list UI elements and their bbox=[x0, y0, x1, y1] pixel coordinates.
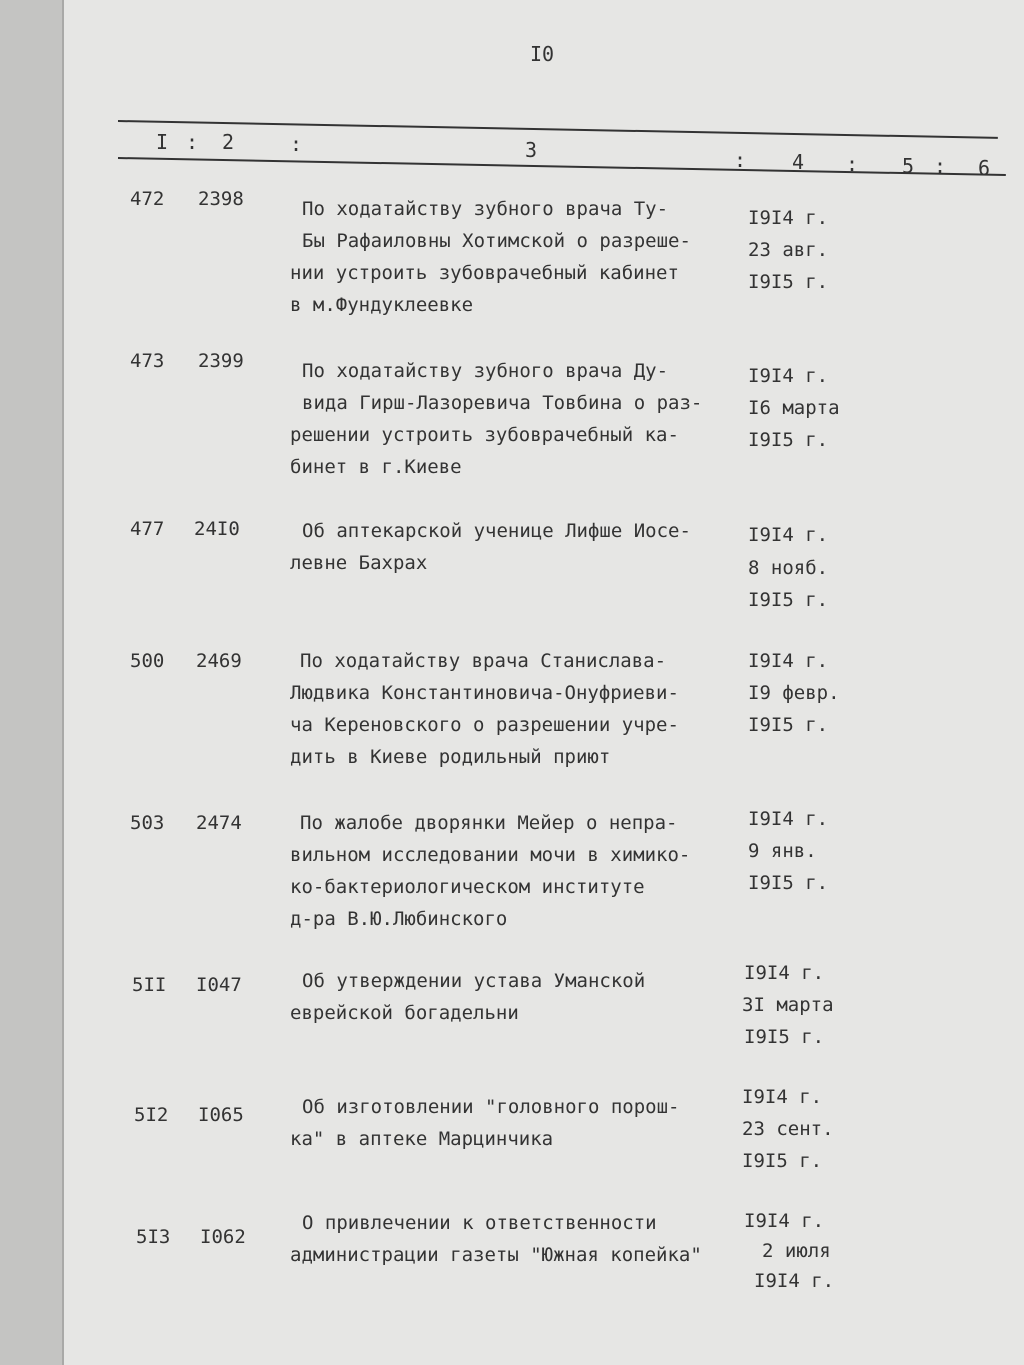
description-line: вильном исследовании мочи в химико- bbox=[290, 844, 691, 866]
row-number: 5I2 bbox=[134, 1104, 169, 1126]
date-day: I9 февр. bbox=[748, 682, 840, 704]
date-end-year: I9I5 г. bbox=[744, 1026, 825, 1048]
date-start-year: I9I4 г. bbox=[744, 962, 825, 984]
date-end-year: I9I5 г. bbox=[748, 589, 829, 611]
row-number: 472 bbox=[130, 188, 165, 210]
description-line: Об утверждении устава Уманской bbox=[302, 970, 646, 992]
date-start-year: I9I4 г. bbox=[748, 207, 829, 229]
case-number: 2469 bbox=[196, 650, 242, 672]
column-separator: : bbox=[290, 132, 303, 156]
case-number: 2398 bbox=[198, 188, 244, 210]
row-number: 5I3 bbox=[136, 1226, 171, 1248]
date-day: 23 авг. bbox=[748, 239, 829, 261]
case-number: 24I0 bbox=[194, 518, 240, 540]
date-start-year: I9I4 г. bbox=[748, 365, 829, 387]
column-separator: : bbox=[734, 148, 747, 172]
description-line: Бы Рафаиловны Хотимской о разреше- bbox=[302, 230, 691, 252]
row-number: 477 bbox=[130, 518, 165, 540]
description-line: По жалобе дворянки Мейер о непра- bbox=[300, 812, 678, 834]
column-header-4: 4 bbox=[792, 150, 805, 174]
description-line: Об изготовлении "головного порош- bbox=[302, 1096, 680, 1118]
date-day: 2 июля bbox=[762, 1240, 831, 1262]
date-day: 8 нояб. bbox=[748, 557, 829, 579]
description-line: в м.Фундуклеевке bbox=[290, 294, 474, 316]
column-separator: : bbox=[186, 130, 199, 154]
description-line: бинет в г.Киеве bbox=[290, 456, 462, 478]
date-day: I6 марта bbox=[748, 397, 840, 419]
previous-page-edge bbox=[0, 0, 64, 1365]
column-header-5: 5 bbox=[902, 154, 915, 178]
description-line: По ходатайству зубного врача Ту- bbox=[302, 198, 669, 220]
description-line: Людвика Константиновича-Онуфриеви- bbox=[290, 682, 679, 704]
column-separator: : bbox=[934, 154, 947, 178]
description-line: еврейской богадельни bbox=[290, 1002, 519, 1024]
description-line: ко-бактериологическом институте bbox=[290, 876, 645, 898]
description-line: О привлечении к ответственности bbox=[302, 1212, 657, 1234]
date-end-year: I9I5 г. bbox=[748, 872, 829, 894]
date-end-year: I9I5 г. bbox=[748, 429, 829, 451]
case-number: 2474 bbox=[196, 812, 242, 834]
description-line: По ходатайству врача Станислава- bbox=[300, 650, 667, 672]
column-header-3: 3 bbox=[525, 138, 538, 162]
row-number: 503 bbox=[130, 812, 165, 834]
column-separator: : bbox=[846, 152, 859, 176]
row-number: 500 bbox=[130, 650, 165, 672]
case-number: 2399 bbox=[198, 350, 244, 372]
description-line: ча Кереновского о разрешении учре- bbox=[290, 714, 679, 736]
date-day: 23 сент. bbox=[742, 1118, 834, 1140]
description-line: нии устроить зубоврачебный кабинет bbox=[290, 262, 679, 284]
description-line: ка" в аптеке Марцинчика bbox=[290, 1128, 554, 1150]
description-line: д-ра В.Ю.Любинского bbox=[290, 908, 508, 930]
row-number: 5II bbox=[132, 974, 167, 996]
column-header-2: 2 bbox=[222, 130, 235, 154]
description-line: дить в Киеве родильный приют bbox=[290, 746, 611, 768]
case-number: I047 bbox=[196, 974, 242, 996]
page-number: I0 bbox=[530, 42, 555, 66]
date-day: 9 янв. bbox=[748, 840, 817, 862]
description-line: администрации газеты "Южная копейка" bbox=[290, 1244, 702, 1266]
date-start-year: I9I4 г. bbox=[748, 524, 829, 546]
case-number: I065 bbox=[198, 1104, 244, 1126]
date-start-year: I9I4 г. bbox=[744, 1210, 825, 1232]
date-end-year: I9I5 г. bbox=[748, 714, 829, 736]
column-header-6: 6 bbox=[978, 156, 991, 180]
date-end-year: I9I4 г. bbox=[754, 1270, 835, 1292]
row-number: 473 bbox=[130, 350, 165, 372]
date-end-year: I9I5 г. bbox=[748, 271, 829, 293]
date-day: 3I марта bbox=[742, 994, 834, 1016]
case-number: I062 bbox=[200, 1226, 246, 1248]
description-line: По ходатайству зубного врача Ду- bbox=[302, 360, 669, 382]
description-line: Об аптекарской ученице Лифше Иосе- bbox=[302, 520, 691, 542]
date-start-year: I9I4 г. bbox=[742, 1086, 823, 1108]
date-end-year: I9I5 г. bbox=[742, 1150, 823, 1172]
column-header-1: I bbox=[156, 130, 169, 154]
date-start-year: I9I4 г. bbox=[748, 808, 829, 830]
description-line: вида Гирш-Лазоревича Товбина о раз- bbox=[302, 392, 703, 414]
description-line: левне Бахрах bbox=[290, 552, 428, 574]
date-start-year: I9I4 г. bbox=[748, 650, 829, 672]
description-line: решении устроить зубоврачебный ка- bbox=[290, 424, 679, 446]
